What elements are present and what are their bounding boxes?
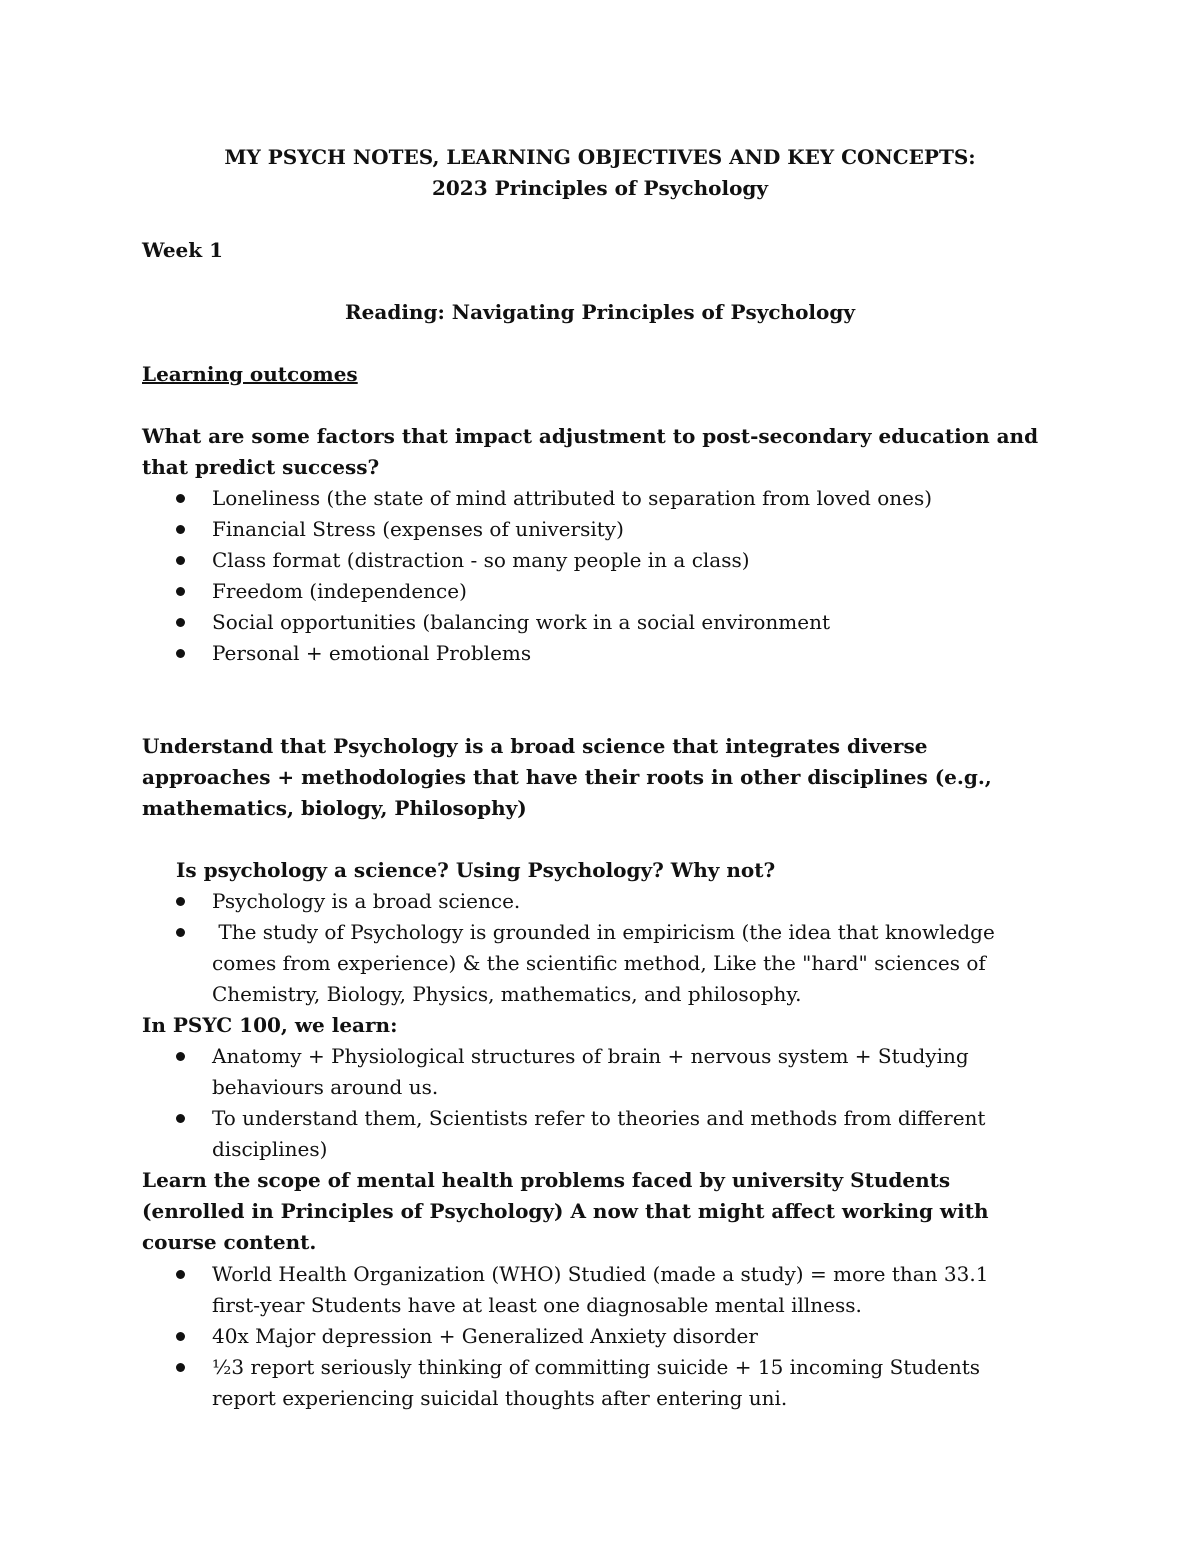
question-3-list	[142, 1259, 1042, 1414]
bullet-icon	[176, 618, 185, 627]
list-item: Class format (distraction - so many people in a class)	[142, 545, 1042, 576]
list-item: ½3 report seriously thinking of committing suicide + 15 incoming Students report experiencing suicidal thoughts after entering uni.	[142, 1352, 1042, 1414]
question-1-list	[142, 483, 1042, 669]
list-item: To understand them, Scientists refer to theories and methods from different disciplines)	[142, 1103, 1042, 1165]
bullet-icon	[176, 1114, 185, 1123]
bullet-icon	[176, 928, 185, 937]
question-2-subheading: Is psychology a science? Using Psychology? Why not?	[176, 858, 776, 882]
bullet-icon	[176, 587, 185, 596]
psyc100-list	[142, 1041, 1042, 1165]
question-2-list	[142, 886, 1042, 1010]
bullet-icon	[176, 556, 185, 565]
list-item: Freedom (independence)	[142, 576, 1042, 607]
reading-heading: Reading: Navigating Principles of Psychology	[345, 300, 855, 324]
list-item: Psychology is a broad science.	[142, 886, 1042, 917]
week-heading: Week 1	[142, 238, 224, 262]
list-item: 40x Major depression + Generalized Anxiety disorder	[142, 1321, 1042, 1352]
bullet-icon	[176, 897, 185, 906]
bullet-icon	[176, 1052, 185, 1061]
bullet-icon	[176, 1270, 185, 1279]
question-2: Understand that Psychology is a broad science that integrates diverse approaches + methodologies that have their roots in other disciplines (e.g., mathematics, biology, Philosophy)	[142, 734, 992, 820]
list-item: World Health Organization (WHO) Studied (made a study) = more than 33.1 first-year Students have at least one diagnosable mental illness.	[142, 1259, 1042, 1321]
learning-outcomes-heading: Learning outcomes	[142, 362, 358, 386]
document-title	[0, 142, 1200, 204]
bullet-icon	[176, 649, 185, 658]
bullet-icon	[176, 494, 185, 503]
list-item: Loneliness (the state of mind attributed to separation from loved ones)	[142, 483, 1042, 514]
question-3: Learn the scope of mental health problems faced by university Students (enrolled in Principles of Psychology) A now that might affect working with course content.	[142, 1168, 989, 1254]
list-item: Financial Stress (expenses of university)	[142, 514, 1042, 545]
list-item: Anatomy + Physiological structures of brain + nervous system + Studying behaviours around us.	[142, 1041, 1042, 1103]
bullet-icon	[176, 1332, 185, 1341]
list-item: Personal + emotional Problems	[142, 638, 1042, 669]
psyc100-heading: In PSYC 100, we learn:	[142, 1013, 398, 1037]
bullet-icon	[176, 525, 185, 534]
title-line-2: 2023 Principles of Psychology	[431, 176, 769, 200]
question-1: What are some factors that impact adjustment to post-secondary education and that predict success?	[142, 424, 1039, 479]
list-item: The study of Psychology is grounded in empiricism (the idea that knowledge comes from experience) & the scientific method, Like the "hard" sciences of Chemistry, Biology, Physics, mathematics, and philosophy.	[142, 917, 1042, 1010]
title-line-1: MY PSYCH NOTES, LEARNING OBJECTIVES AND KEY CONCEPTS:	[224, 145, 976, 169]
list-item: Social opportunities (balancing work in a social environment	[142, 607, 1042, 638]
bullet-icon	[176, 1363, 185, 1372]
